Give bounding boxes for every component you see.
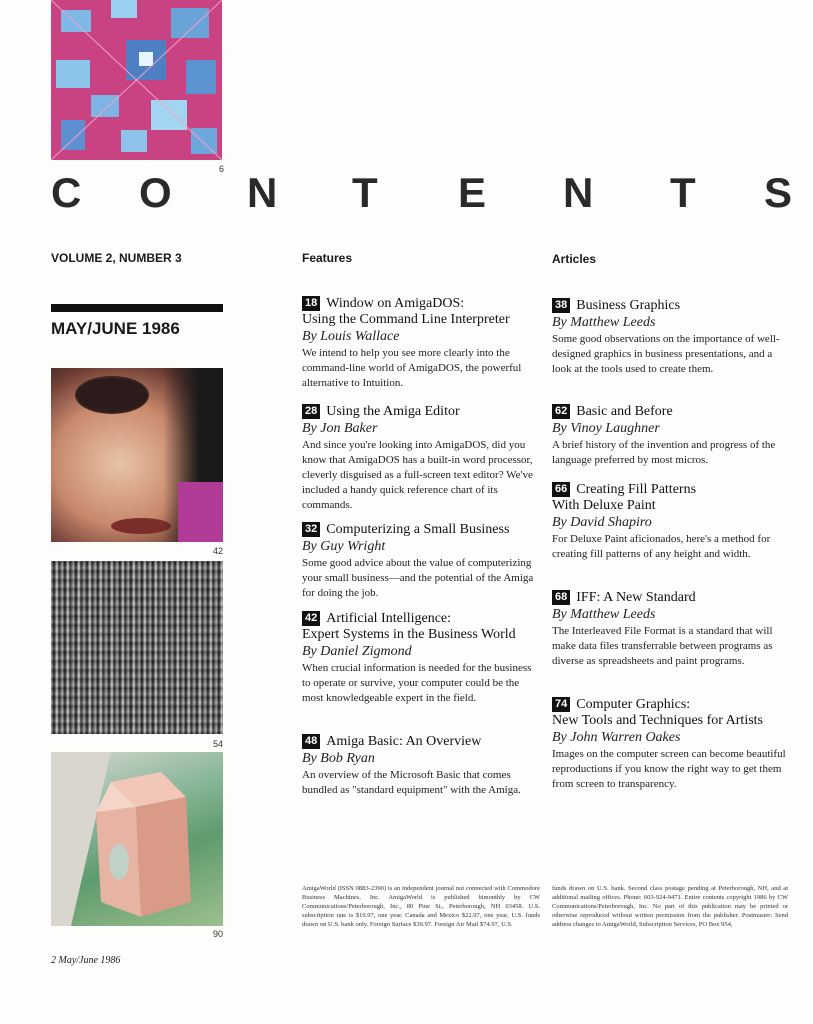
cube-artwork-image bbox=[51, 752, 223, 926]
entry-title-line1: Window on AmigaDOS: bbox=[326, 296, 465, 311]
article-entry[interactable] bbox=[552, 404, 788, 468]
entry-title-line1: Amiga Basic: An Overview bbox=[326, 734, 482, 749]
volume-label: VOLUME 2, NUMBER 3 bbox=[51, 251, 182, 265]
entry-description: Some good observations on the importance of well-designed graphics in business presentations, and a look at the tools used to create them. bbox=[552, 333, 780, 375]
magenta-block bbox=[178, 482, 223, 542]
entry-title[interactable] bbox=[552, 298, 788, 314]
entry-author: By Matthew Leeds bbox=[552, 315, 656, 330]
face-photo-caption: 42 bbox=[213, 546, 224, 556]
entry-title-line1: Computer Graphics: bbox=[576, 697, 691, 712]
entry-description: A brief history of the invention and progress of the language preferred by most micros. bbox=[552, 439, 776, 466]
entry-description: When crucial information is needed for the business to operate or survive, your computer could be the most knowledgeable expert in the field. bbox=[302, 662, 532, 704]
entry-title-line1: Business Graphics bbox=[576, 298, 681, 313]
entry-description: The Interleaved File Format is a standard that will make data files transferrable between programs as diverse as spreadsheets and paint programs. bbox=[552, 625, 773, 667]
banner-letter: N bbox=[563, 169, 594, 216]
entry-title[interactable] bbox=[302, 522, 536, 538]
entry-author: By Matthew Leeds bbox=[552, 607, 656, 622]
entry-description: And since you're looking into AmigaDOS, did you know that AmigaDOS has a built-in word processor, cleverly disguised as a full-screen text editor? We've included a handy quick reference chart of its commands. bbox=[302, 439, 533, 511]
static-image-caption: 54 bbox=[213, 739, 224, 749]
entry-title-line1: Creating Fill Patterns bbox=[576, 482, 697, 497]
noise-overlay bbox=[51, 561, 223, 734]
publication-notice-right: funds drawn on U.S. bank. Second class postage pending at Peterborough, NH, and at additional mailing offices. Phone: 603-924-9471. Entire contents copyright 1986 by CW Communications/Peterborough, Inc. No part of this publication may be printed or otherwise reproduced without written permission from the publisher. Postmaster: Send address changes to AmigaWorld, Subscription Services, PO Box 954, bbox=[552, 885, 788, 928]
entry-title-line2: Using the Command Line Interpreter bbox=[302, 312, 510, 327]
entry-author: By John Warren Oakes bbox=[552, 730, 681, 745]
entry-author: By Jon Baker bbox=[302, 421, 378, 436]
page-number-badge: 42 bbox=[302, 611, 320, 626]
page-number-badge: 74 bbox=[552, 697, 570, 712]
feature-entry[interactable] bbox=[302, 522, 536, 601]
entry-title-line1: Computerizing a Small Business bbox=[326, 522, 510, 537]
feature-entry[interactable] bbox=[302, 404, 536, 513]
entry-description: We intend to help you see more clearly into the command-line world of AmigaDOS, the powerful alternative to Intuition. bbox=[302, 347, 522, 389]
cover-art-pattern bbox=[51, 0, 222, 160]
entry-title-line1: Artificial Intelligence: bbox=[326, 611, 452, 626]
entry-title-line1: Basic and Before bbox=[576, 404, 673, 419]
banner-letter: T bbox=[670, 169, 696, 216]
banner-letter: N bbox=[247, 169, 278, 216]
feature-entry[interactable] bbox=[302, 296, 536, 391]
page-number-badge: 18 bbox=[302, 296, 320, 311]
entry-author: By Guy Wright bbox=[302, 539, 386, 554]
page-number-badge: 48 bbox=[302, 734, 320, 749]
cover-art-image bbox=[51, 0, 222, 160]
banner-letter: E bbox=[458, 169, 487, 216]
entry-author: By Daniel Zigmond bbox=[302, 644, 412, 659]
page-number-badge: 32 bbox=[302, 522, 320, 537]
article-entry[interactable] bbox=[552, 482, 788, 562]
page-number-badge: 66 bbox=[552, 482, 570, 497]
divider-rule bbox=[51, 304, 223, 312]
entry-title-line2: Expert Systems in the Business World bbox=[302, 627, 516, 642]
article-entry[interactable] bbox=[552, 590, 788, 669]
entry-title-line2: New Tools and Techniques for Artists bbox=[552, 713, 763, 728]
article-entry[interactable] bbox=[552, 298, 788, 377]
eye-shape bbox=[75, 376, 149, 414]
banner-letter: C bbox=[51, 169, 82, 216]
page-number-badge: 28 bbox=[302, 404, 320, 419]
entry-description: For Deluxe Paint aficionados, here's a method for creating fill patterns of any height and width. bbox=[552, 533, 771, 560]
issue-date: MAY/JUNE 1986 bbox=[51, 319, 180, 338]
entry-author: By Vinoy Laughner bbox=[552, 421, 660, 436]
feature-entry[interactable] bbox=[302, 734, 536, 798]
articles-heading: Articles bbox=[552, 252, 597, 266]
entry-author: By David Shapiro bbox=[552, 515, 652, 530]
entry-title[interactable] bbox=[552, 404, 788, 420]
static-noise-image bbox=[51, 561, 223, 734]
cover-art-caption: 6 bbox=[219, 164, 225, 174]
article-entry[interactable] bbox=[552, 697, 788, 792]
face-photo-image bbox=[51, 368, 223, 542]
cube-artwork-caption: 90 bbox=[213, 929, 224, 939]
entry-title[interactable] bbox=[302, 734, 536, 750]
entry-author: By Louis Wallace bbox=[302, 329, 400, 344]
entry-description: Images on the computer screen can become beautiful reproductions if you know the right way to get them from screen to transparency. bbox=[552, 748, 786, 790]
page-number-badge: 38 bbox=[552, 298, 570, 313]
publication-notice-left: AmigaWorld (ISSN 0883-2390) is an independent journal not connected with Commodore Business Machines, Inc. AmigaWorld is published bimonthly by CW Communications/Peterborough, Inc., 80 Pine St., Peterborough, NH 03458. U.S. subscription rate is $19.97, one year. Canada and Mexico $22.97, one year, U.S. funds drawn on U.S. bank only. Foreign Surface $39.97. Foreign Air Mail $74.97, U.S. bbox=[302, 885, 540, 928]
entry-title-line2: With Deluxe Paint bbox=[552, 498, 656, 513]
entry-title[interactable] bbox=[552, 697, 788, 713]
banner-letter: T bbox=[352, 169, 378, 216]
entry-title-line1: Using the Amiga Editor bbox=[326, 404, 460, 419]
entry-title[interactable] bbox=[302, 611, 536, 627]
page-footer-date: 2 May/June 1986 bbox=[51, 955, 121, 966]
page-number-badge: 62 bbox=[552, 404, 570, 419]
entry-title[interactable] bbox=[552, 590, 788, 606]
entry-title-line1: IFF: A New Standard bbox=[576, 590, 696, 605]
features-heading: Features bbox=[302, 251, 353, 265]
entry-title[interactable] bbox=[552, 482, 788, 498]
banner-letter: O bbox=[139, 169, 172, 216]
page-number-badge: 68 bbox=[552, 590, 570, 605]
entry-title[interactable] bbox=[302, 296, 536, 312]
entry-author: By Bob Ryan bbox=[302, 751, 375, 766]
entry-description: Some good advice about the value of computerizing your small business—and the potential of the Amiga for doing the job. bbox=[302, 557, 534, 599]
entry-title[interactable] bbox=[302, 404, 536, 420]
cube-drawing bbox=[51, 752, 223, 926]
lips-shape bbox=[111, 518, 171, 534]
banner-letter: S bbox=[764, 169, 793, 216]
feature-entry[interactable] bbox=[302, 611, 536, 706]
entry-description: An overview of the Microsoft Basic that comes bundled as "standard equipment" with the Amiga. bbox=[302, 769, 521, 796]
